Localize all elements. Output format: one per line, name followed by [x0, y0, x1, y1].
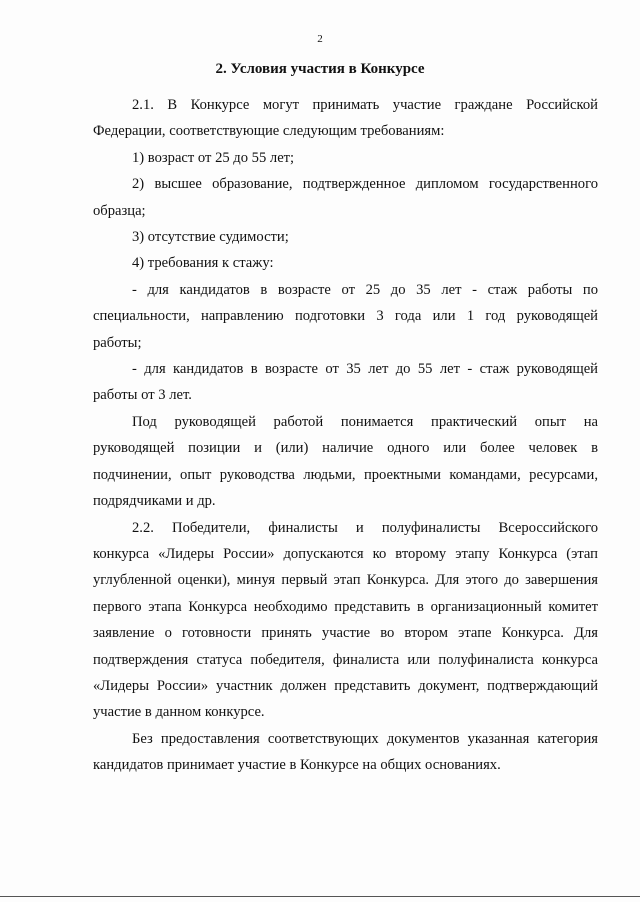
text-line: Федерации, соответствующие следующим требованиям: [93, 123, 445, 140]
text-line: 2) высшее образование, подтвержденное дипломом государственного [132, 176, 598, 193]
text-line: 4) требования к стажу: [132, 255, 274, 272]
text-line: подчинении, опыт руководства людьми, проектными командами, ресурсами, [93, 466, 598, 483]
text-line: «Лидеры России» участник должен представить документ, подтверждающий [93, 677, 598, 694]
section-heading: 2. Условия участия в Конкурсе [215, 61, 425, 77]
text-line: Под руководящей работой понимается практический опыт на [132, 413, 598, 430]
text-line: углубленной оценки), минуя первый этап Конкурса. Для этого до завершения [93, 572, 598, 589]
text-line: работы от 3 лет. [93, 387, 192, 404]
text-line: заявление о готовности принять участие во втором этапе Конкурса. Для [93, 625, 598, 642]
text-line: подтверждения статуса победителя, финалиста или полуфиналиста конкурса [93, 651, 598, 668]
management-definition [93, 409, 598, 515]
paragraph-2-1 [93, 92, 598, 145]
text-line: конкурса «Лидеры России» допускаются ко второму этапу Конкурса (этап [93, 545, 598, 562]
text-line: специальности, направлению подготовки 3 года или 1 год руководящей [93, 308, 598, 325]
text-line: 1) возраст от 25 до 55 лет; [132, 149, 295, 166]
text-line: участие в данном конкурсе. [93, 704, 265, 721]
experience-item-2 [93, 356, 598, 409]
experience-item-1 [93, 277, 598, 356]
page-bottom-edge [0, 896, 640, 897]
paragraph-2-2 [93, 515, 598, 726]
text-line: работы; [93, 334, 142, 351]
requirement-1 [93, 145, 598, 171]
text-line: первого этапа Конкурса необходимо представить в организационный комитет [93, 598, 598, 615]
requirement-4 [93, 250, 598, 276]
text-line: кандидатов принимает участие в Конкурсе на общих основаниях. [93, 757, 501, 774]
requirement-2 [93, 171, 598, 224]
text-line: - для кандидатов в возрасте от 25 до 35 лет - стаж работы по [132, 281, 598, 298]
requirement-3 [93, 224, 598, 250]
text-line: - для кандидатов в возрасте от 35 лет до 55 лет - стаж руководящей [132, 361, 598, 378]
text-line: 2.1. В Конкурсе могут принимать участие граждане Российской [132, 97, 598, 113]
text-line: подрядчиками и др. [93, 493, 216, 510]
text-line: 2.2. Победители, финалисты и полуфиналисты Всероссийского [132, 519, 598, 536]
text-line: образца; [93, 202, 146, 219]
text-line: Без предоставления соответствующих документов указанная категория [132, 730, 598, 747]
text-line: руководящей позиции и (или) наличие одного или более человек в [93, 440, 598, 457]
document-body [93, 92, 598, 779]
page-number: 2 [317, 33, 323, 45]
text-line: 3) отсутствие судимости; [132, 229, 289, 246]
closing-paragraph [93, 726, 598, 779]
